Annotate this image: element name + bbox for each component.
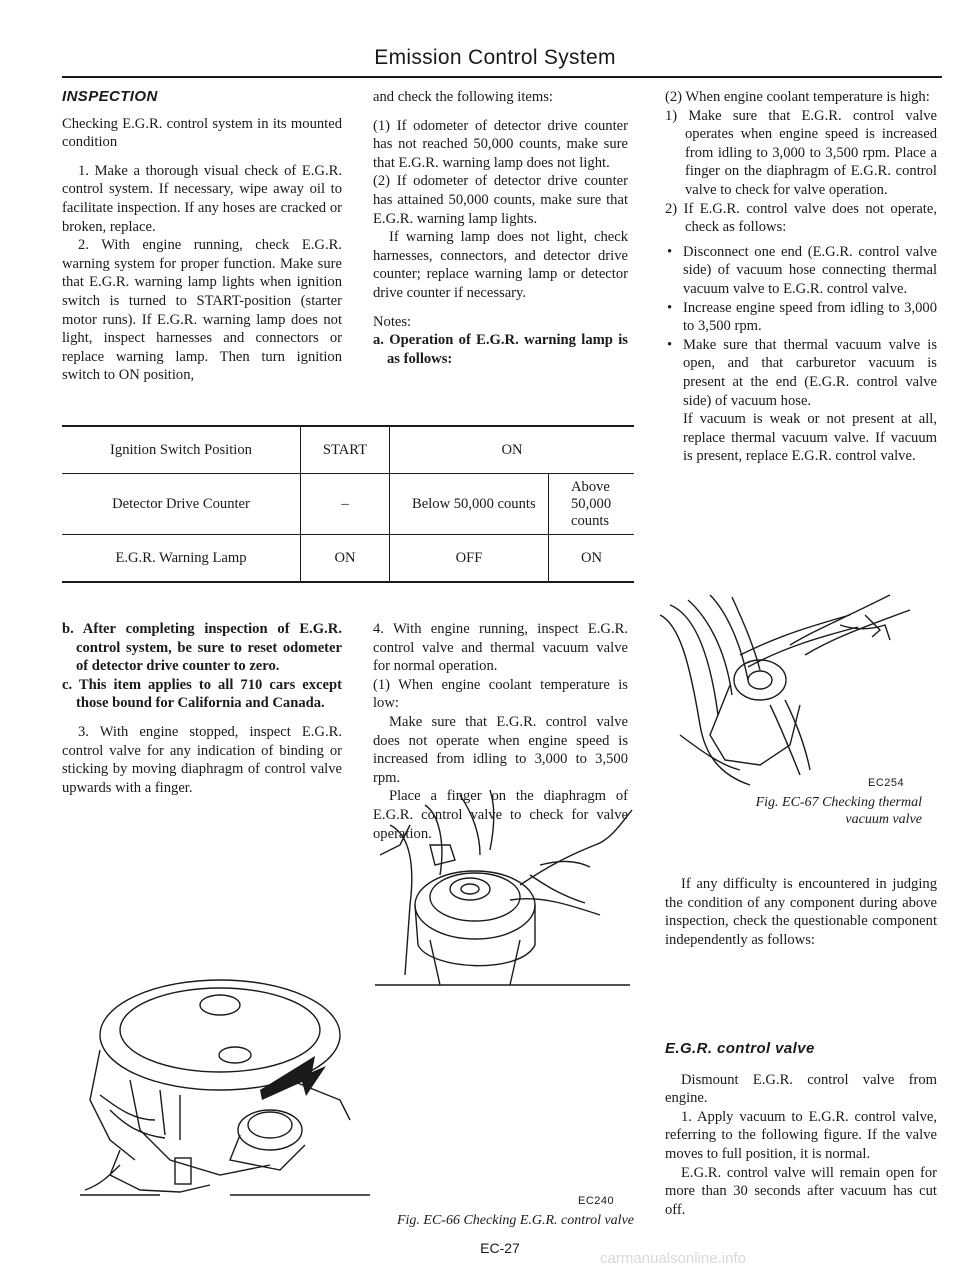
note-b-text: b. After completing inspection of E.G.R. control system, be sure to reset odometer of detector drive counter to zero. (62, 621, 342, 675)
column-3-egr-section (665, 1040, 937, 1219)
difficulty-text: If any difficulty is encountered in judging the condition of any component during above inspection, check the questionable component independently as follows: (665, 876, 937, 948)
continued-text: and check the following items: (373, 89, 553, 105)
step-1-text: 1. Make a thorough visual check of E.G.R. control system. If necessary, wipe away oil to facilitate inspection. If any hoses are cracked or broken, replace. (62, 162, 342, 235)
section-heading-egr-control-valve: E.G.R. control valve (665, 1040, 815, 1057)
table-cell: – (301, 474, 390, 535)
bullet-item: • Make sure that thermal vacuum valve is open, and that carburetor vacuum is present at the end (E.G.R. control valve side) of vacuum hose. (665, 336, 937, 410)
notes-label: Notes: (373, 313, 412, 330)
step-4-1-text: (1) When engine coolant temperature is low: (373, 676, 628, 712)
table-cell: Detector Drive Counter (62, 474, 301, 535)
table-cell: OFF (390, 535, 549, 583)
column-1-bottom (62, 620, 342, 797)
page-number: EC-27 (480, 1240, 520, 1256)
apply-2-text: E.G.R. control valve will remain open for more than 30 seconds after vacuum has cut off. (665, 1164, 937, 1218)
step-4-text: 4. With engine running, inspect E.G.R. control valve and thermal vacuum valve for normal operation. (373, 621, 628, 675)
column-1 (62, 88, 342, 385)
table-cell: ON (501, 441, 523, 458)
section-heading-inspection: INSPECTION (62, 88, 158, 105)
table-cell: START (301, 426, 390, 474)
note-c-text: c. This item applies to all 710 cars except those bound for California and Canada. (62, 676, 342, 712)
arrow-icon (260, 1056, 326, 1100)
table-row (62, 535, 634, 583)
bullet-item: • Disconnect one end (E.G.R. control valve side) of vacuum hose connecting thermal vacuum valve to E.G.R. control valve. (665, 243, 937, 299)
step-3-text: 3. With engine stopped, inspect E.G.R. control valve for any indication of binding or sticking by moving diaphragm of control valve upwards with a finger. (62, 723, 342, 796)
table-row (62, 474, 634, 535)
step-4-1b-text: Place a finger on the diaphragm of E.G.R. control valve to check for valve operation. (373, 788, 628, 842)
figure-code-ec254: EC254 (868, 777, 905, 789)
header-rule (62, 76, 942, 78)
bullet-item: • Increase engine speed from idling to 3,000 to 3,500 rpm. (665, 299, 937, 336)
table-cell: ON (301, 535, 390, 583)
watermark-text: carmanualsonline.info (600, 1250, 746, 1267)
intro-text: Checking E.G.R. control system in its mounted condition (62, 115, 342, 151)
thermal-vacuum-valve-figure (640, 585, 930, 790)
item-2-text: (2) If odometer of detector drive counter has attained 50,000 counts, make sure that E.G.R. warning lamp lights. (373, 173, 628, 227)
figure-ec67-caption: Fig. EC-67 Checking thermal (755, 795, 922, 810)
table-cell: Ignition Switch Position (62, 426, 301, 474)
egr-diaphragm-check-figure (370, 785, 635, 995)
table-cell: Above 50,000 counts (571, 478, 612, 529)
page-header-title: Emission Control System (374, 46, 616, 69)
column-3-top (665, 88, 937, 466)
bullet-tail-text: If vacuum is weak or not present at all, replace thermal vacuum valve. If vacuum is present, replace E.G.R. control valve. (683, 411, 937, 465)
warning-lamp-table (62, 425, 634, 583)
step-4-1a-text: Make sure that E.G.R. control valve does not operate when engine speed is increased from idling to 3,000 to 3,500 rpm. (373, 713, 628, 786)
column-2-top (373, 88, 628, 368)
figure-code-ec240: EC240 (578, 1195, 615, 1207)
dismount-text: Dismount E.G.R. control valve from engine. (665, 1071, 937, 1107)
item-2-high-text: (2) When engine coolant temperature is high: (665, 89, 930, 105)
note-a-text: a. Operation of E.G.R. warning lamp is as follows: (373, 332, 628, 367)
table-cell: ON (580, 549, 603, 566)
table-cell: E.G.R. Warning Lamp (62, 535, 301, 583)
figure-ec67-caption-line2: vacuum valve (845, 812, 922, 827)
item-2b-text: If warning lamp does not light, check harnesses, connectors, and detector drive counter; replace warning lamp or detector drive counter if necessary. (373, 229, 628, 301)
item-1-text: (1) If odometer of detector drive counter has not reached 50,000 counts, make sure that E.G.R. warning lamp does not light. (373, 117, 628, 171)
table-cell: Below 50,000 counts (390, 474, 549, 535)
sub-2-text: 2) If E.G.R. control valve does not operate, check as follows: (665, 200, 937, 236)
engine-egr-valve-figure (80, 960, 370, 1205)
table-row (62, 426, 634, 474)
sub-1-text: 1) Make sure that E.G.R. control valve operates when engine speed is increased from idling to 3,000 to 3,500 rpm. Place a finger on the diaphragm of E.G.R. control valve to check for valve operation. (665, 107, 937, 198)
column-3-bottom (665, 875, 937, 949)
step-2-text: 2. With engine running, check E.G.R. warning system for proper function. Make sure that E.G.R. warning lamp lights when ignition switch is turned to START-position (starter motor runs). If E.G.R. warning lamp does not light, inspect harnesses and connectors or replace warning lamp. Then turn ignition switch to ON position, (62, 237, 342, 384)
figure-ec66-caption: Fig. EC-66 Checking E.G.R. control valve (396, 1213, 634, 1228)
apply-1-text: 1. Apply vacuum to E.G.R. control valve, referring to the following figure. If the valve moves to full position, it is normal. (665, 1108, 937, 1162)
